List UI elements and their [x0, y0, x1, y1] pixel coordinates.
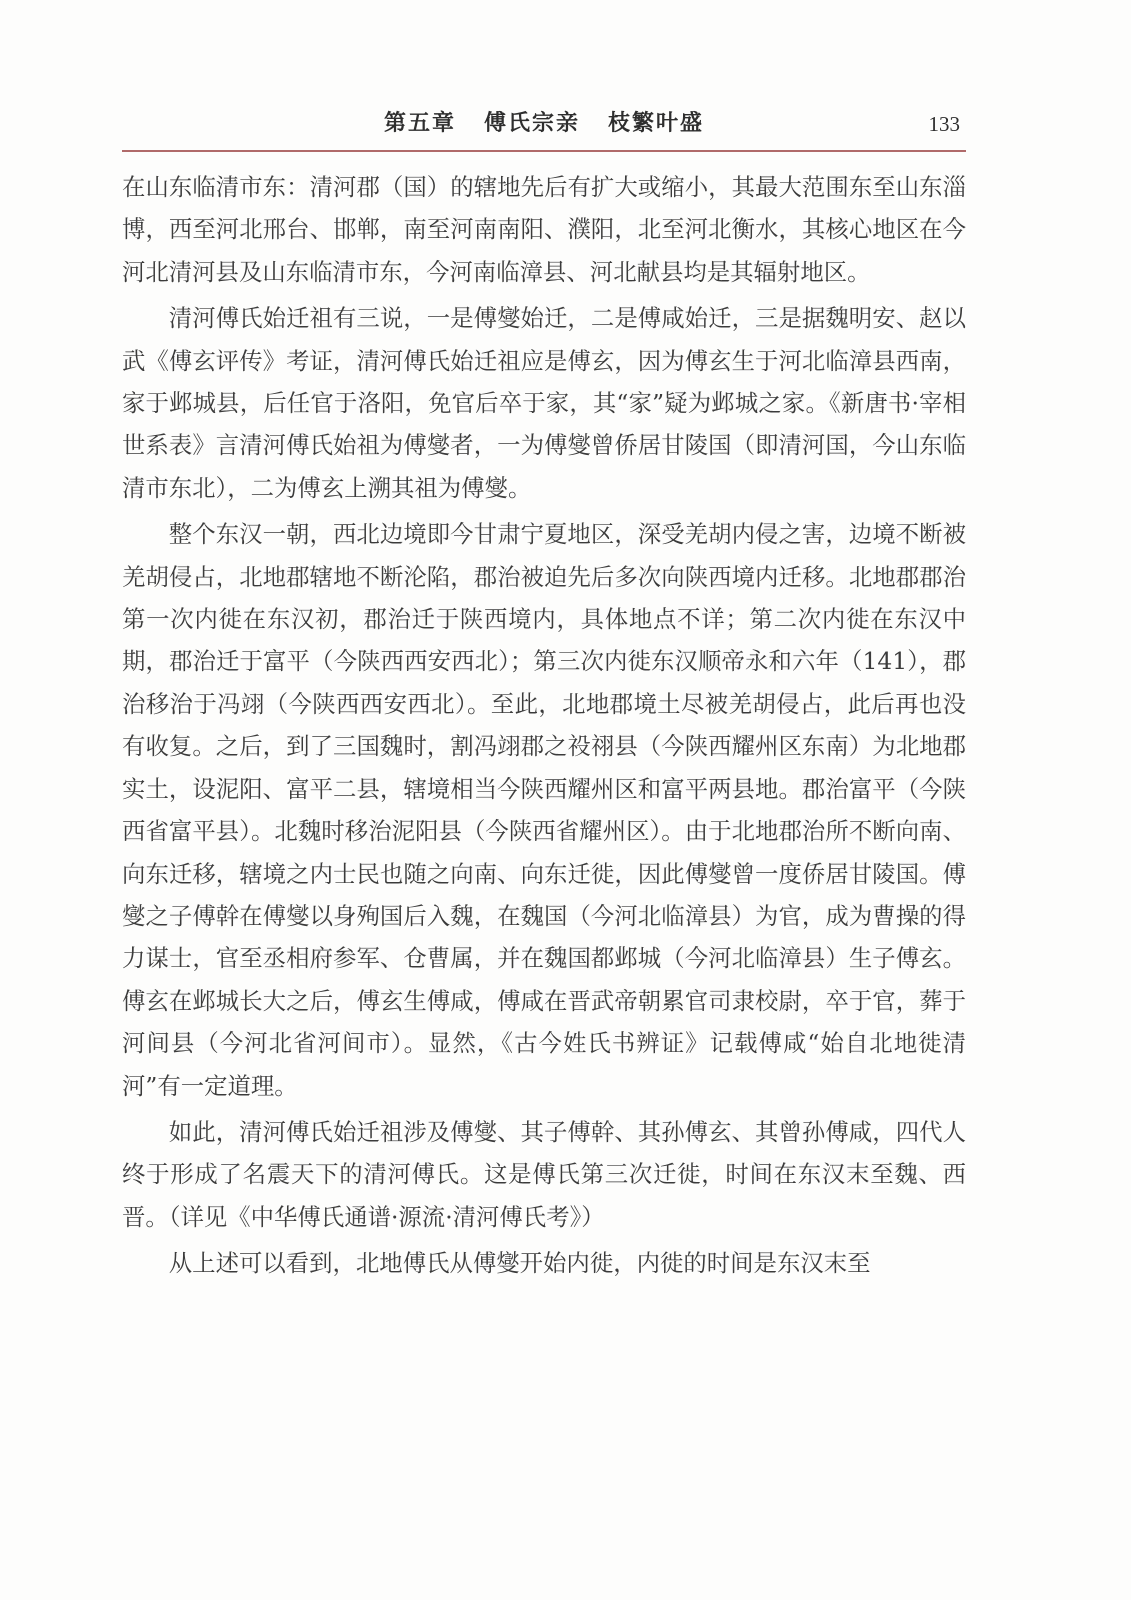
- page-number: 133: [928, 112, 960, 136]
- chapter-heading: [122, 106, 966, 137]
- paragraph-1: 在山东临清市东：清河郡（国）的辖地先后有扩大或缩小，其最大范围东至山东淄博，西至河北邢台、邯郸，南至河南南阳、濮阳，北至河北衡水，其核心地区在今河北清河县及山东临清市东，今河南临漳县、河北献县均是其辐射地区。: [122, 173, 966, 286]
- body-text: [122, 166, 966, 1289]
- paragraph-3: 整个东汉一朝，西北边境即今甘肃宁夏地区，深受羌胡内侵之害，边境不断被羌胡侵占，北地郡辖地不断沦陷，郡治被迫先后多次向陕西境内迁移。北地郡郡治第一次内徙在东汉初，郡治迁于陕西境内，具体地点不详；第二次内徙在东汉中期，郡治迁于富平（今陕西西安西北）；第三次内徙东汉顺帝永和六年（141），郡治移治于冯翊（今陕西西安西北）。至此，北地郡境土尽被羌胡侵占，此后再也没有收复。之后，到了三国魏时，割冯翊郡之祋祤县（今陕西耀州区东南）为北地郡实土，设泥阳、富平二县，辖境相当今陕西耀州区和富平两县地。郡治富平（今陕西省富平县）。北魏时移治泥阳县（今陕西省耀州区）。由于北地郡治所不断向南、向东迁移，辖境之内士民也随之向南、向东迁徙，因此傅燮曾一度侨居甘陵国。傅燮之子傅幹在傅燮以身殉国后入魏，在魏国（今河北临漳县）为官，成为曹操的得力谋士，官至丞相府参军、仓曹属，并在魏国都邺城（今河北临漳县）生子傅玄。傅玄在邺城长大之后，傅玄生傅咸，傅咸在晋武帝朝累官司隶校尉，卒于官，葬于河间县（今河北省河间市）。显然，《古今姓氏书辨证》记载傅咸“始自北地徙清河”有一定道理。: [122, 520, 966, 1100]
- running-header: [122, 104, 966, 148]
- chapter-title-part-2: 枝繁叶盛: [608, 111, 705, 136]
- paragraph-2: 清河傅氏始迁祖有三说，一是傅燮始迁，二是傅咸始迁，三是据魏明安、赵以武《傅玄评传》考证，清河傅氏始迁祖应是傅玄，因为傅玄生于河北临漳县西南，家于邺城县，后任官于洛阳，免官后卒于家，其“家”疑为邺城之家。《新唐书·宰相世系表》言清河傅氏始祖为傅燮者，一为傅燮曾侨居甘陵国（即清河国，今山东临清市东北），二为傅玄上溯其祖为傅燮。: [122, 304, 966, 502]
- chapter-title-part-1: 傅氏宗亲: [483, 111, 580, 136]
- header-rule: [122, 150, 966, 152]
- paragraph-4: 如此，清河傅氏始迁祖涉及傅燮、其子傅幹、其孙傅玄、其曾孙傅咸，四代人终于形成了名震天下的清河傅氏。这是傅氏第三次迁徙，时间在东汉末至魏、西晋。（详见《中华傅氏通谱·源流·清河傅氏考》）: [122, 1117, 966, 1231]
- paragraph-5: 从上述可以看到，北地傅氏从傅燮开始内徙，内徙的时间是东汉末至: [168, 1249, 871, 1278]
- chapter-number: 第五章: [383, 111, 456, 136]
